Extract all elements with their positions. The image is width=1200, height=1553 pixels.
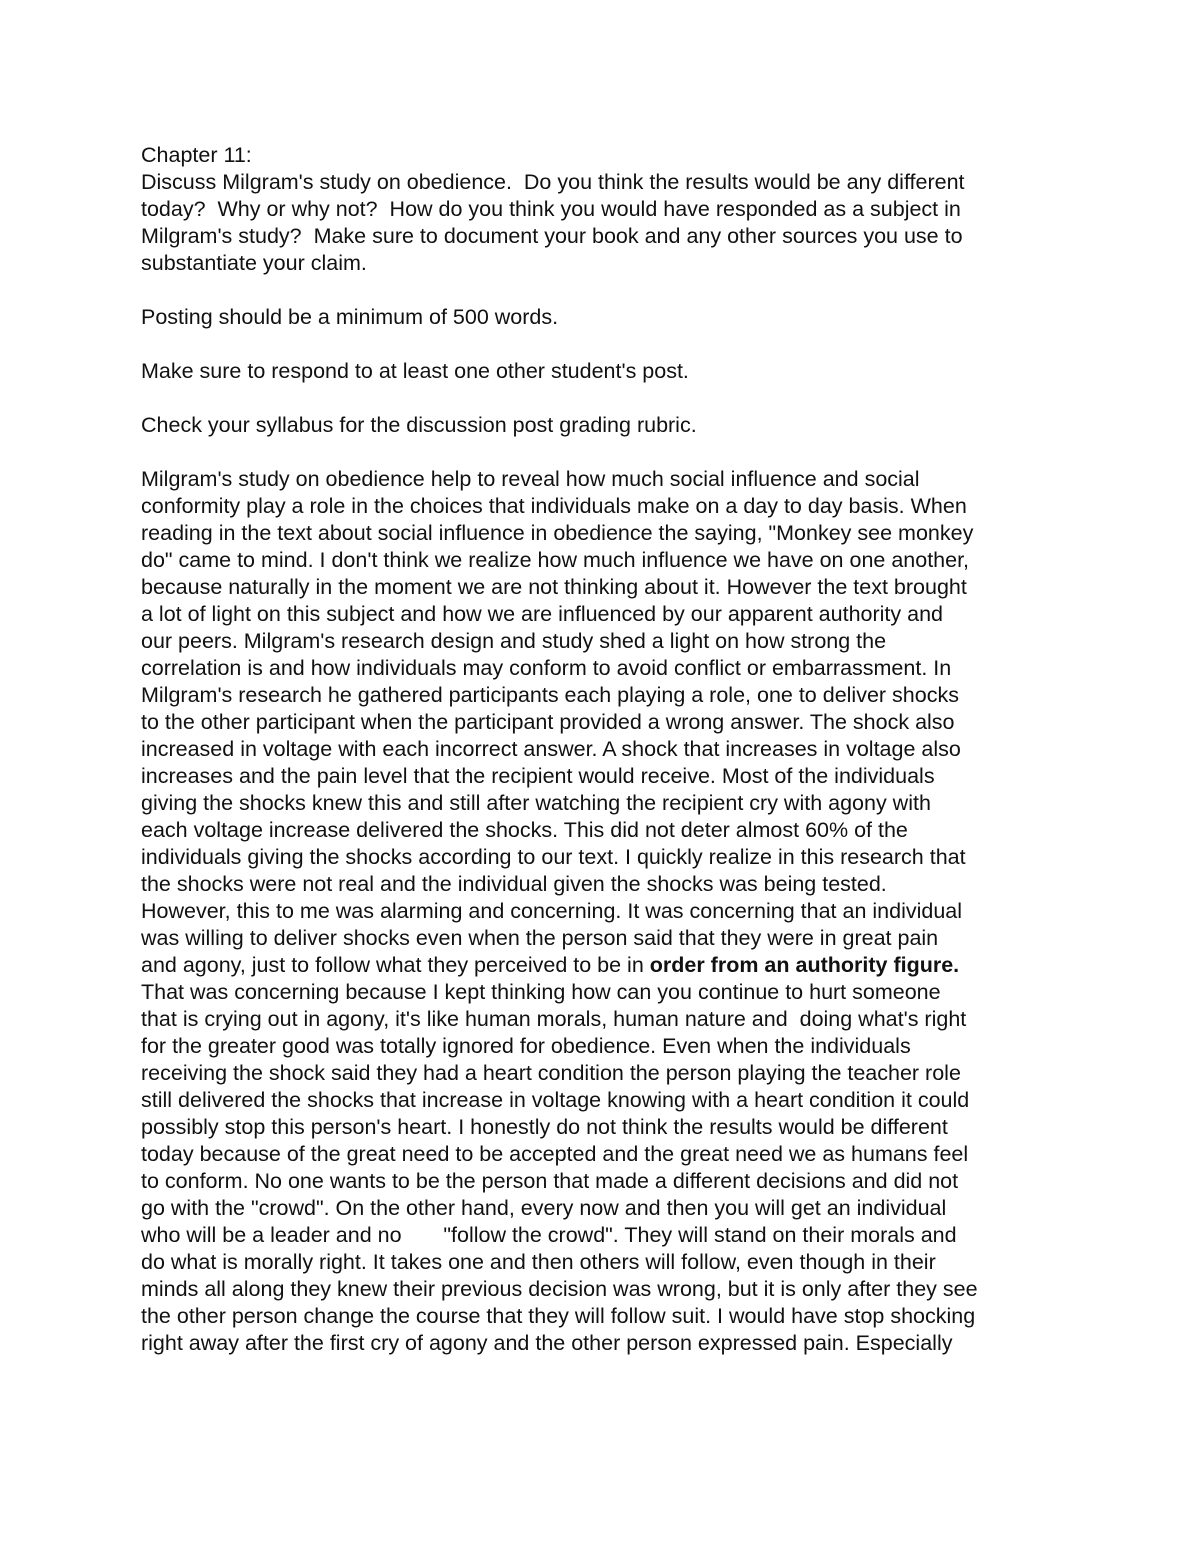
essay-line: because naturally in the moment we are not thinking about it. However the text brought [141,575,967,599]
essay-line: the other person change the course that they will follow suit. I would have stop shocking [141,1304,976,1328]
essay-line: do what is morally right. It takes one and then others will follow, even though in their [141,1250,936,1274]
chapter-heading: Chapter 11: [141,143,252,167]
essay-line: who will be a leader and no "follow the crowd". They will stand on their morals and [141,1223,957,1247]
essay-response [141,466,1071,1357]
essay-line: giving the shocks knew this and still after watching the recipient cry with agony with [141,791,931,815]
essay-line: was willing to deliver shocks even when the person said that they were in great pain [141,926,939,950]
essay-line: increased in voltage with each incorrect answer. A shock that increases in voltage also [141,737,961,761]
essay-line-emphasis [141,952,1071,979]
requirement-rubric: Check your syllabus for the discussion post grading rubric. [141,413,697,437]
essay-line: go with the "crowd". On the other hand, every now and then you will get an individual [141,1196,947,1220]
essay-line: conformity play a role in the choices that individuals make on a day to day basis. When [141,494,967,518]
requirement-word-count: Posting should be a minimum of 500 words. [141,305,559,329]
emphasized-phrase: order from an authority figure. [649,953,960,977]
essay-line: receiving the shock said they had a heart condition the person playing the teacher role [141,1061,961,1085]
essay-line: each voltage increase delivered the shocks. This did not deter almost 60% of the [141,818,908,842]
essay-line: individuals giving the shocks according to our text. I quickly realize in this research that [141,845,966,869]
essay-line: our peers. Milgram's research design and study shed a light on how strong the [141,629,887,653]
essay-line: increases and the pain level that the recipient would receive. Most of the individuals [141,764,935,788]
essay-line: correlation is and how individuals may conform to avoid conflict or embarrassment. In [141,656,952,680]
essay-line: Milgram's study on obedience help to reveal how much social influence and social [141,467,920,491]
document-body [141,142,1071,1357]
essay-line: a lot of light on this subject and how we are influenced by our apparent authority and [141,602,943,626]
essay-line: today because of the great need to be accepted and the great need we as humans feel [141,1142,969,1166]
essay-line: to the other participant when the participant provided a wrong answer. The shock also [141,710,955,734]
essay-line: to conform. No one wants to be the person that made a different decisions and did not [141,1169,959,1193]
requirement-respond: Make sure to respond to at least one other student's post. [141,359,689,383]
essay-line: right away after the first cry of agony and the other person expressed pain. Especially [141,1331,953,1355]
essay-line: that is crying out in agony, it's like human morals, human nature and doing what's right [141,1007,967,1031]
essay-line-plain-part: and agony, just to follow what they perceived to be in [141,953,650,977]
essay-line: That was concerning because I kept thinking how can you continue to hurt someone [141,980,941,1004]
essay-line: Milgram's research he gathered participants each playing a role, one to deliver shocks [141,683,959,707]
prompt-line: Milgram's study? Make sure to document your book and any other sources you use to [141,224,963,248]
essay-line: for the greater good was totally ignored for obedience. Even when the individuals [141,1034,911,1058]
prompt-line: substantiate your claim. [141,251,367,275]
discussion-prompt [141,169,1071,277]
prompt-line: Discuss Milgram's study on obedience. Do you think the results would be any different [141,170,965,194]
prompt-line: today? Why or why not? How do you think you would have responded as a subject in [141,197,961,221]
essay-line: do" came to mind. I don't think we realize how much influence we have on one another, [141,548,970,572]
essay-line: minds all along they knew their previous decision was wrong, but it is only after they see [141,1277,978,1301]
essay-line: the shocks were not real and the individual given the shocks was being tested. [141,872,887,896]
essay-line: However, this to me was alarming and concerning. It was concerning that an individual [141,899,963,923]
essay-line: reading in the text about social influence in obedience the saying, "Monkey see monkey [141,521,974,545]
essay-line: possibly stop this person's heart. I honestly do not think the results would be different [141,1115,948,1139]
essay-line: still delivered the shocks that increase in voltage knowing with a heart condition it could [141,1088,970,1112]
